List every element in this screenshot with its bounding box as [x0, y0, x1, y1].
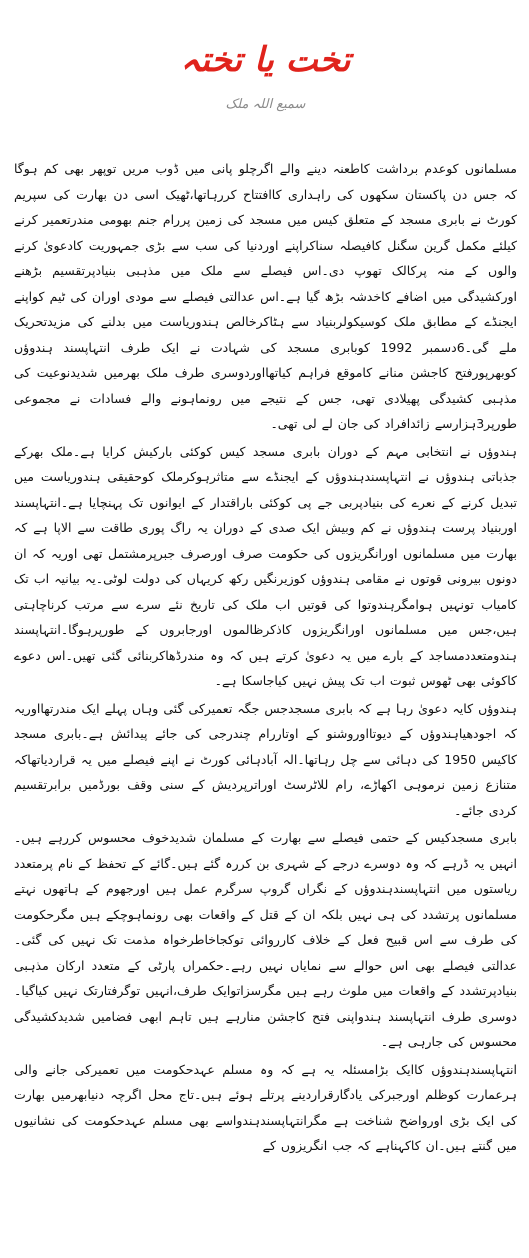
- article-body: [14, 156, 517, 1159]
- paragraph: انتہاپسندہندوؤں کاایک بڑامسئلہ یہ ہے کہ وہ مسلم عہدحکومت میں تعمیرکی جانے والی ہرعمارت کوظلم اورجبرکی یادگارقراردینے پرتلے ہوئے ہیں۔تاج محل اگرچہ دنیابھرمیں بھارت کی ایک بڑی اورواضح شناخت ہے مگرانتہاپسندہندواسے بھی مسلم عہدحکومت کی نشانیوں میں گنتے ہیں۔ان کاکہناہے کہ جب انگریزوں کے: [14, 1061, 517, 1153]
- paragraph: بابری مسجدکیس کے حتمی فیصلے سے بھارت کے مسلمان شدیدخوف محسوس کررہے ہیں۔انہیں یہ ڈرہے کہ وہ دوسرے درجے کے شہری بن کررہ گئے ہیں۔گائے کے تحفظ کے نام پرمتعدد ریاستوں میں انتہاپسندہندوؤں کے نگراں گروپ سرگرم عمل ہیں اورجھوم کے ہاتھوں نہتے مسلمانوں پرتشدد کی ہی نہیں بلکہ ان کے قتل کے واقعات بھی رونماہوچکے ہیں مگرحکومت کی طرف سے اس قبیح فعل کے خلاف کارروائی توکجاخاطرخواہ مذمت تک نہیں کی گئی۔عدالتی فیصلے بھی اس حوالے سے نمایاں نہیں رہے۔حکمراں پارٹی کے متعدد ارکان مذہبی بنیادپرتشدد کے واقعات میں ملوث رہے ہیں مگرسزاتوایک طرف،انہیں توگرفتارتک نہیں کیاگیا۔دوسری طرف انتہاپسند ہندواپنی فتح کاجشن منارہے ہیں تاہم ابھی فضامیں شدیدکشیدگی محسوس کی جارہی ہے۔: [14, 830, 518, 1049]
- article-title: تخت یا تختہ: [180, 40, 351, 80]
- author-byline: سمیع اللہ ملک: [225, 97, 306, 112]
- paragraph: ہندوؤں نے انتخابی مہم کے دوران بابری مسجد کیس کوکئی بارکیش کرایا ہے۔ملک بھرکے جذباتی ہندوؤں نے انتہاپسندہندوؤں کے ایجنڈے سے متاثرہوکرملک کوحقیقی ہندوریاست میں تبدیل کرنے کے نعرے کی بنیادپربی جے پی کوکئی باراقتدار کے ایوانوں تک پہنچایا ہے۔انتہاپسند اوربنیاد پرست ہندوؤں نے کم وبیش ایک صدی کے دوران یہ راگ پوری طاقت سے الاپا ہے کہ بھارت میں مسلمانوں اورانگریزوں کی حکومت صرف اورصرف جبرپرمشتمل تھی اوریہ کہ ان دونوں بیرونی قوتوں نے مقامی ہندوؤں کوزیرنگیں رکھ کریہاں کی دولت لوٹی۔یہ بیانیہ اب تک کامیاب تونہیں ہوامگرہندوتوا کی قوتیں اب ملک کی تاریخ نئے سرے سے مرتب کرناچاہتی ہیں،جس میں مسلمانوں اورانگریزوں کاذکرظالموں اورجابروں کے طورپرہوگا۔انتہاپسند ہندومتعددمساجد کے بارے میں یہ دعویٰ کرتے ہیں کہ وہ مندرڈھاکربنائی گئی تھیں۔اس دعوے کاکوئی بھی ٹھوس ثبوت اب تک پیش نہیں کیاجاسکا ہے۔: [14, 443, 517, 688]
- paragraph: مسلمانوں کوعدم برداشت کاطعنہ دینے والے اگرچلو پانی میں ڈوب مریں توپھر بھی کم ہوگا کہ جس دن پاکستان سکھوں کی راہداری کاافتتاح کررہاتھا،ٹھیک اسی دن بھارت کی سپریم کورٹ نے بابری مسجد کے متعلق کیس میں مسجد کی زمین پررام جنم بھومی مندرتعمیر کرنے کیلئے مکمل گرین سگنل کافیصلہ سناکراپنے اوردنیا کی سب سے بڑی جمہوریت کادعویٰ کرنے والوں کے منہ پرکالک تھوپ دی۔اس فیصلے سے ملک میں مذہبی بنیادپرتقسیم بڑھنے اورکشیدگی میں اضافے کاخدشہ بڑھ گیا ہے۔اس عدالتی فیصلے سے مودی اوران کی ٹیم کواپنے ایجنڈے کے مطابق ملک کوسیکولربنیاد سے ہٹاکرخالص ہندوریاست میں بدلنے کی مزیدتحریک ملے گی۔6دسمبر 1992 کوبابری مسجد کی شہادت نے ایک طرف انتہاپسند ہندوؤں کوبھرپورفتح کاجشن منانے کاموقع فراہم کیاتھااوردوسری طرف ملک بھرمیں شدیدنوعیت کی مذہبی کشیدگی پھیلادی تھی، جس کے نتیجے میں رونماہونے والے فسادات نے مجموعی طورپر3ہزارسے زائدافراد کی جان لے لی تھی۔: [14, 161, 517, 431]
- paragraph: ہندوؤں کایہ دعویٰ رہا ہے کہ بابری مسجدجس جگہ تعمیرکی گئی وہاں پہلے ایک مندرتھااوریہ کہ اجودھیاہندوؤں کے دیوتااوروشنو کے اوتاررام چندرجی کی جائے پیدائش ہے۔بابری مسجد کاکیس 1950 کی دہائی سے چل رہاتھا۔الہ آبادہائی کورٹ نے اپنے فیصلے میں یہ قراردیاتھاکہ متنازع زمین نرموہی اکھاڑے، رام للاٹرسٹ اوراترپردیش کے سنی وقف بورڈمیں برابرتقسیم کردی جائے۔: [14, 700, 518, 818]
